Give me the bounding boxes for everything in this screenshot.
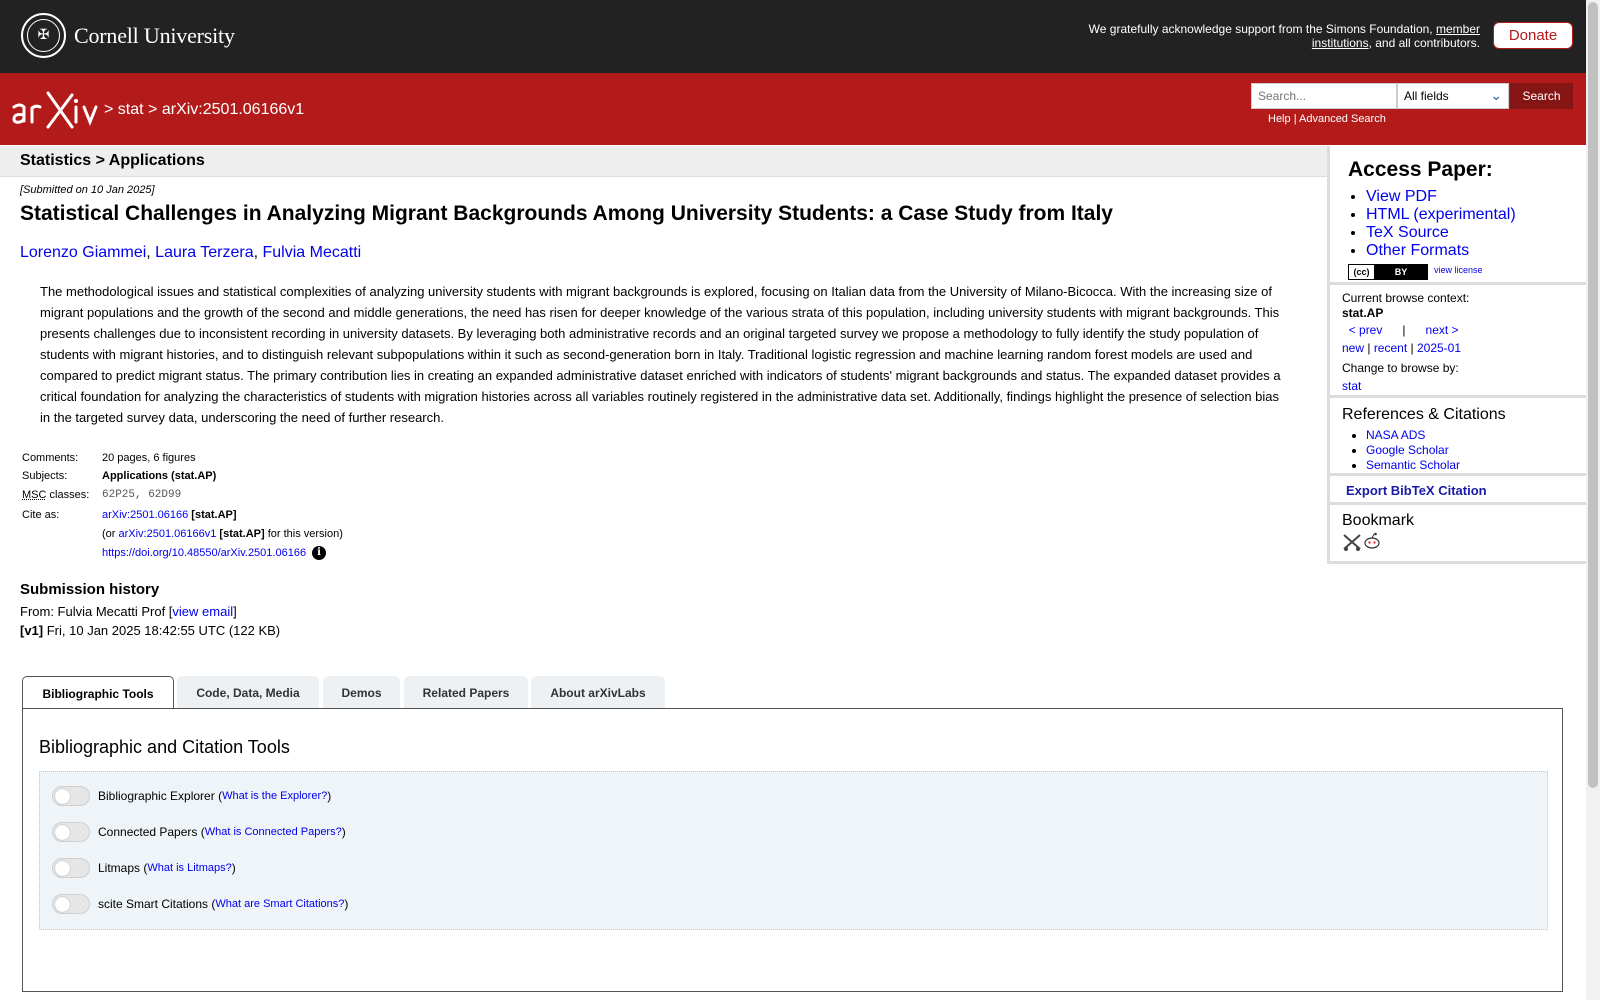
toggle-switch[interactable]: [52, 786, 90, 806]
search-button[interactable]: Search: [1510, 83, 1573, 109]
new-link[interactable]: new: [1342, 341, 1365, 355]
tab-demos[interactable]: Demos: [323, 676, 400, 709]
submitted-date: [Submitted on 10 Jan 2025]: [20, 184, 155, 196]
other-formats-link[interactable]: Other Formats: [1366, 242, 1470, 259]
version-v1: [v1] Fri, 10 Jan 2025 18:42:55 UTC (122 KB): [20, 623, 281, 638]
author-list: Lorenzo Giammei, Laura Terzera, Fulvia Mecatti: [20, 244, 362, 261]
tool-info-link[interactable]: What is Connected Papers?: [204, 826, 342, 838]
view-email-link[interactable]: view email: [172, 604, 234, 619]
donate-button[interactable]: Donate: [1493, 22, 1573, 49]
toggle-switch[interactable]: [52, 858, 90, 878]
author-link[interactable]: Lorenzo Giammei: [20, 244, 147, 261]
access-paper-title: Access Paper:: [1348, 158, 1493, 181]
tab-related-papers[interactable]: Related Papers: [404, 676, 528, 709]
search-field-select[interactable]: All fields ⌄: [1397, 83, 1509, 109]
scrollbar-thumb[interactable]: [1588, 2, 1598, 788]
author-link[interactable]: Laura Terzera: [155, 244, 254, 261]
doi-link[interactable]: https://doi.org/10.48550/arXiv.2501.06166: [102, 546, 307, 559]
bookmark-box: [1327, 505, 1586, 564]
help-link[interactable]: Help: [1268, 113, 1291, 125]
browse-context-box: Current browse context: stat.AP < prev | next > new | recent | 2025-01 Change to browse by: stat: [1327, 285, 1586, 398]
tab-bibliographic-tools[interactable]: Bibliographic Tools: [22, 676, 174, 710]
cite-link[interactable]: arXiv:2501.06166: [102, 509, 189, 521]
tool-info-link[interactable]: What are Smart Citations?: [215, 898, 345, 910]
cc-license-badge[interactable]: (cc) BY: [1348, 264, 1428, 280]
references-box: [1327, 398, 1586, 476]
google-scholar-link[interactable]: Google Scholar: [1366, 443, 1449, 457]
export-box: [1327, 476, 1586, 505]
submission-history-title: Submission history: [20, 581, 160, 598]
bookmark-title: Bookmark: [1342, 512, 1415, 529]
category-heading: Statistics > Applications: [20, 152, 205, 169]
paper-title: Statistical Challenges in Analyzing Migrant Backgrounds Among University Students: a Case Study from Italy: [20, 202, 1113, 225]
browse-context: stat.AP: [1342, 306, 1384, 320]
tool-litmaps: Litmaps ( What is Litmaps? ): [52, 858, 236, 878]
tab-about-arxivlabs[interactable]: About arXivLabs: [531, 676, 665, 709]
next-link[interactable]: next >: [1425, 323, 1459, 337]
breadcrumb: > stat > arXiv:2501.06166v1: [104, 101, 305, 118]
category-bar: [0, 146, 1327, 177]
cornell-header: [0, 0, 1586, 73]
tool-bibliographic-explorer: Bibliographic Explorer ( What is the Explorer? ): [52, 786, 331, 806]
submission-from: From: Fulvia Mecatti Prof [view email]: [20, 604, 237, 619]
tex-source-link[interactable]: TeX Source: [1366, 224, 1449, 241]
view-license-link[interactable]: view license: [1434, 265, 1483, 275]
tool-info-link[interactable]: What is Litmaps?: [147, 862, 232, 874]
search-input[interactable]: [1251, 83, 1397, 109]
breadcrumb-stat[interactable]: stat: [117, 101, 144, 118]
view-pdf-link[interactable]: View PDF: [1366, 188, 1437, 205]
prev-link[interactable]: < prev: [1348, 323, 1383, 337]
arxiv-logo-icon[interactable]: [10, 89, 102, 129]
reddit-icon[interactable]: [1363, 532, 1381, 550]
tool-scite: scite Smart Citations ( What are Smart Citations? ): [52, 894, 348, 914]
chevron-down-icon: ⌄: [1490, 87, 1502, 103]
toggle-switch[interactable]: [52, 894, 90, 914]
arxiv-header: [0, 73, 1586, 145]
cite-version-link[interactable]: arXiv:2501.06166v1: [118, 528, 217, 540]
references-title: References & Citations: [1342, 406, 1506, 423]
bibsonomy-icon[interactable]: [1342, 533, 1362, 551]
panel-title: Bibliographic and Citation Tools: [39, 737, 290, 757]
month-link[interactable]: 2025-01: [1416, 341, 1462, 355]
nasa-ads-link[interactable]: NASA ADS: [1366, 428, 1426, 442]
toggle-switch[interactable]: [52, 822, 90, 842]
browse-stat-link[interactable]: stat: [1342, 379, 1362, 393]
cornell-seal-icon: ✠: [21, 13, 66, 58]
page-scrollbar[interactable]: [1586, 0, 1600, 1000]
breadcrumb-id: arXiv:2501.06166v1: [161, 101, 305, 118]
access-paper-box: [1327, 146, 1586, 285]
info-icon[interactable]: i: [312, 546, 326, 560]
member-institutions-link[interactable]: member institutions: [1311, 22, 1480, 50]
abstract: The methodological issues and statistical complexities of analyzing university students with migrant backgrounds is explored, focusing on Italian data from the University of Milano-Bicocca. With the increasing size of migrant populations and the growth of the second and middle generations, the need has risen for deeper knowledge of the various strata of this population, including university students with migrant backgrounds. This presents challenges due to inconsistent recording in university datasets. By leveraging both administrative records and an original targeted survey we propose a methodology to fully identify the study population of students with migrant histories, and to distinguish relevant subpopulations within it such as second-generation born in Italy. Traditional logistic regression and machine learning random forest models are used and compared to predict migrant status. The primary contribution lies in creating an expanded administrative dataset enriched with indicators of students' migrant backgrounds and status. The expanded dataset provides a critical foundation for analyzing the characteristics of students with migration histories across all variables routinely registered in the administrative data set. Additionally, findings highlight the presence of selection bias in the targeted survey data, underscoring the need of further research.: [40, 284, 1281, 425]
tool-info-link[interactable]: What is the Explorer?: [222, 790, 328, 802]
export-bibtex-link[interactable]: Export BibTeX Citation: [1346, 483, 1487, 498]
recent-link[interactable]: recent: [1373, 341, 1408, 355]
cornell-name: Cornell University: [74, 22, 235, 48]
access-links: [1346, 188, 1516, 260]
acknowledgement: We gratefully acknowledge support from the Simons Foundation, member institutions, and all contributors.: [1088, 22, 1480, 50]
tab-code-data-media[interactable]: Code, Data, Media: [177, 676, 319, 709]
references-links: [1346, 428, 1460, 473]
author-link[interactable]: Fulvia Mecatti: [262, 244, 362, 261]
cornell-logo[interactable]: [21, 13, 235, 58]
semantic-scholar-link[interactable]: Semantic Scholar: [1366, 458, 1461, 472]
bibliographic-tools-panel: [22, 708, 1563, 992]
html-link[interactable]: HTML (experimental): [1366, 206, 1516, 223]
tool-connected-papers: Connected Papers ( What is Connected Papers? ): [52, 822, 346, 842]
advanced-search-link[interactable]: Advanced Search: [1299, 113, 1386, 125]
tools-box: [39, 771, 1548, 930]
search-links: Help | Advanced Search: [1268, 113, 1386, 125]
